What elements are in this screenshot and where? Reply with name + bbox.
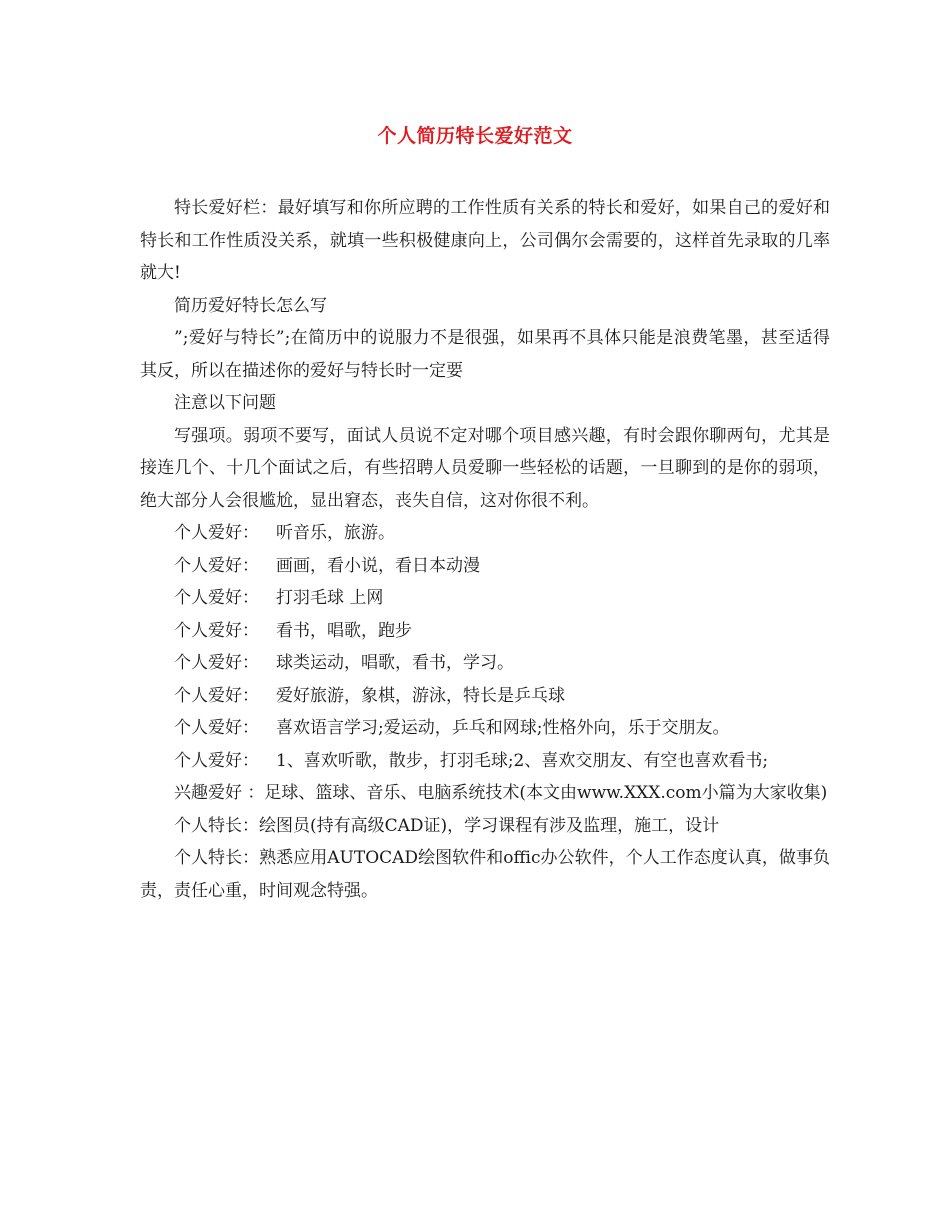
hobby-label: 个人爱好： — [174, 718, 259, 738]
hobby-value: 爱好旅游，象棋，游泳，特长是乒乓球 — [276, 685, 565, 706]
hobby-item — [140, 615, 830, 648]
hobby-value: 喜欢语言学习;爱运动，乒乓和网球;性格外向，乐于交朋友。 — [276, 718, 730, 738]
hobby-item — [140, 712, 830, 745]
hobby-value: 听音乐，旅游。 — [276, 523, 395, 543]
hobby-item — [140, 517, 830, 550]
hobby-label: 个人爱好： — [174, 653, 259, 673]
hobby-value: 看书，唱歌，跑步 — [276, 620, 412, 641]
hobby-label: 个人爱好： — [174, 620, 259, 641]
hobby-item — [140, 745, 830, 778]
document-title: 个人简历特长爱好范文 — [377, 125, 573, 147]
hobby-label: 个人爱好： — [174, 685, 259, 706]
hobby-item — [140, 647, 830, 680]
hobby-item — [140, 582, 830, 615]
intro-paragraph: 特长爱好栏：最好填写和你所应聘的工作性质有关系的特长和爱好，如果自己的爱好和特长和工作性质没关系，就填一些积极健康向上，公司偶尔会需要的，这样首先录取的几率就大! — [140, 198, 830, 283]
interest-paragraph: 兴趣爱好 ：足球、篮球、音乐、电脑系统技术(本文由www.XXX.com小篇为大家收集) — [174, 783, 828, 803]
hobby-value: 球类运动，唱歌，看书，学习。 — [276, 653, 514, 673]
hobby-label: 个人爱好： — [174, 555, 259, 576]
hobby-label: 个人爱好： — [174, 523, 259, 543]
hobby-label: 个人爱好： — [174, 750, 259, 771]
attention-heading: 注意以下问题 — [174, 393, 276, 413]
hobby-value: 1、喜欢听歌，散步，打羽毛球;2、喜欢交朋友、有空也喜欢看书; — [276, 750, 769, 771]
hobby-value: 打羽毛球 上网 — [276, 588, 384, 608]
document-body — [140, 192, 830, 907]
advice-paragraph: 写强项。弱项不要写，面试人员说不定对哪个项目感兴趣，有时会跟你聊两句，尤其是接连几个、十几个面试之后，有些招聘人员爱聊一些轻松的话题，一旦聊到的是你的弱项，绝大部分人会很尴尬，显出窘态，丧失自信，这对你很不利。 — [140, 425, 830, 511]
how-to-paragraph: ”;爱好与特长”;在简历中的说服力不是很强，如果再不具体只能是浪费笔墨，甚至适得其反，所以在描述你的爱好与特长时一定要 — [140, 328, 830, 381]
hobby-item — [140, 550, 830, 583]
hobby-label: 个人爱好： — [174, 588, 259, 608]
specialty-paragraph-1: 个人特长：绘图员(持有高级CAD证)，学习课程有涉及监理，施工，设计 — [174, 815, 720, 836]
specialty-paragraph-2: 个人特长：熟悉应用AUTOCAD绘图软件和offic办公软件，个人工作态度认真，做事负责，责任心重，时间观念特强。 — [140, 848, 830, 901]
hobby-item — [140, 680, 830, 713]
hobby-value: 画画，看小说，看日本动漫 — [276, 555, 480, 576]
how-to-heading: 简历爱好特长怎么写 — [174, 295, 327, 316]
